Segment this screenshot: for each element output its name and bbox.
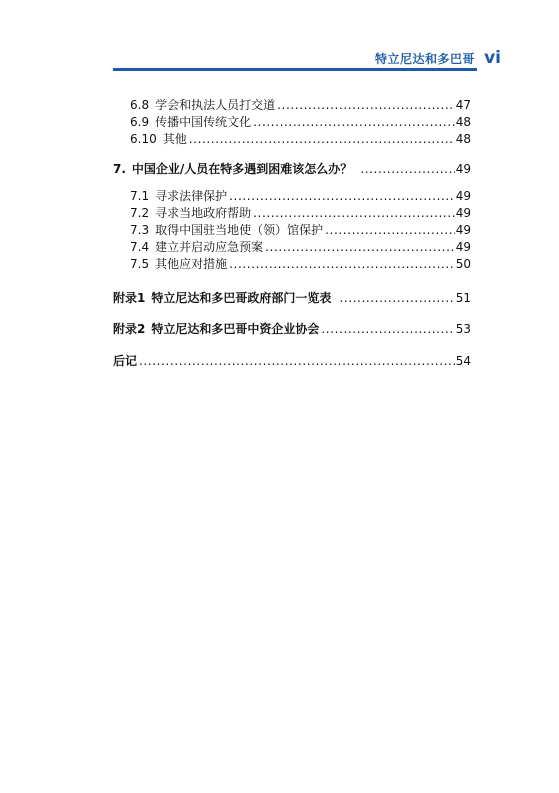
toc-appendix-entry[interactable] <box>113 290 471 306</box>
dot-leader <box>253 114 455 130</box>
dot-leader <box>321 321 454 337</box>
dot-leader <box>339 290 454 306</box>
toc-entry[interactable] <box>130 97 471 113</box>
toc-entry[interactable] <box>130 114 471 130</box>
toc-entry-title: 特立尼达和多巴哥政府部门一览表 <box>151 291 332 305</box>
dot-leader <box>229 256 455 272</box>
toc-entry[interactable] <box>130 222 471 238</box>
toc-entry-page: 49 <box>455 240 471 254</box>
toc-entry-title: 其他 <box>162 132 187 146</box>
toc-entry-page: 49 <box>455 206 471 220</box>
dot-leader <box>229 188 455 204</box>
toc-entry-page: 49 <box>455 189 471 203</box>
toc-entry[interactable] <box>130 188 471 204</box>
toc-entry-title: 中国企业/人员在特多遇到困难该怎么办？ <box>131 162 353 176</box>
toc-entry-number: 7.1 <box>130 189 150 203</box>
dot-leader <box>277 97 455 113</box>
toc-entry-page: 49 <box>455 223 471 237</box>
toc-afterword-entry[interactable] <box>113 353 471 369</box>
toc-entry[interactable] <box>130 131 471 147</box>
toc-entry[interactable] <box>130 205 471 221</box>
dot-leader <box>139 353 455 369</box>
toc-entry-title: 寻求当地政府帮助 <box>155 206 252 220</box>
toc-entry-number: 7.2 <box>130 206 150 220</box>
dot-leader <box>189 131 455 147</box>
toc-entry-number: 6.9 <box>130 115 150 129</box>
toc-entry-page: 49 <box>455 162 471 176</box>
toc-entry-number: 7.5 <box>130 257 150 271</box>
toc-entry-page: 48 <box>455 132 471 146</box>
toc-entry[interactable] <box>130 256 471 272</box>
toc-chapter-entry[interactable] <box>113 161 471 177</box>
toc-entry-title: 其他应对措施 <box>155 257 228 271</box>
toc-entry-number: 7.3 <box>130 223 150 237</box>
toc-entry-number: 7. <box>113 162 126 176</box>
page-header <box>0 0 559 80</box>
toc-entry-title: 取得中国驻当地使（领）馆保护 <box>155 223 324 237</box>
header-rule <box>113 68 477 71</box>
dot-leader <box>265 239 455 255</box>
toc-entry-title: 寻求法律保护 <box>155 189 228 203</box>
toc-entry-number: 6.8 <box>130 98 150 112</box>
running-header-title: 特立尼达和多巴哥 <box>374 52 475 66</box>
toc-entry-number: 6.10 <box>130 132 157 146</box>
toc-entry-number: 7.4 <box>130 240 150 254</box>
toc-entry[interactable] <box>130 239 471 255</box>
dot-leader <box>253 205 455 221</box>
toc-entry-number: 附录2 <box>113 322 146 336</box>
toc-entry-title: 学会和执法人员打交道 <box>155 98 276 112</box>
dot-leader <box>325 222 455 238</box>
toc-entry-title: 传播中国传统文化 <box>155 115 252 129</box>
toc-entry-number: 附录1 <box>113 291 146 305</box>
toc-entry-title: 特立尼达和多巴哥中资企业协会 <box>151 322 320 336</box>
toc-entry-page: 54 <box>455 354 471 368</box>
page-number: vi <box>484 48 501 68</box>
dot-leader <box>360 161 454 177</box>
toc-entry-title: 建立并启动应急预案 <box>155 240 264 254</box>
toc-entry-title: 后记 <box>113 354 138 368</box>
toc-entry-page: 51 <box>455 291 471 305</box>
toc-entry-page: 50 <box>455 257 471 271</box>
toc-entry-page: 48 <box>455 115 471 129</box>
toc-entry-page: 47 <box>455 98 471 112</box>
toc-appendix-entry[interactable] <box>113 321 471 337</box>
toc-entry-page: 53 <box>455 322 471 336</box>
